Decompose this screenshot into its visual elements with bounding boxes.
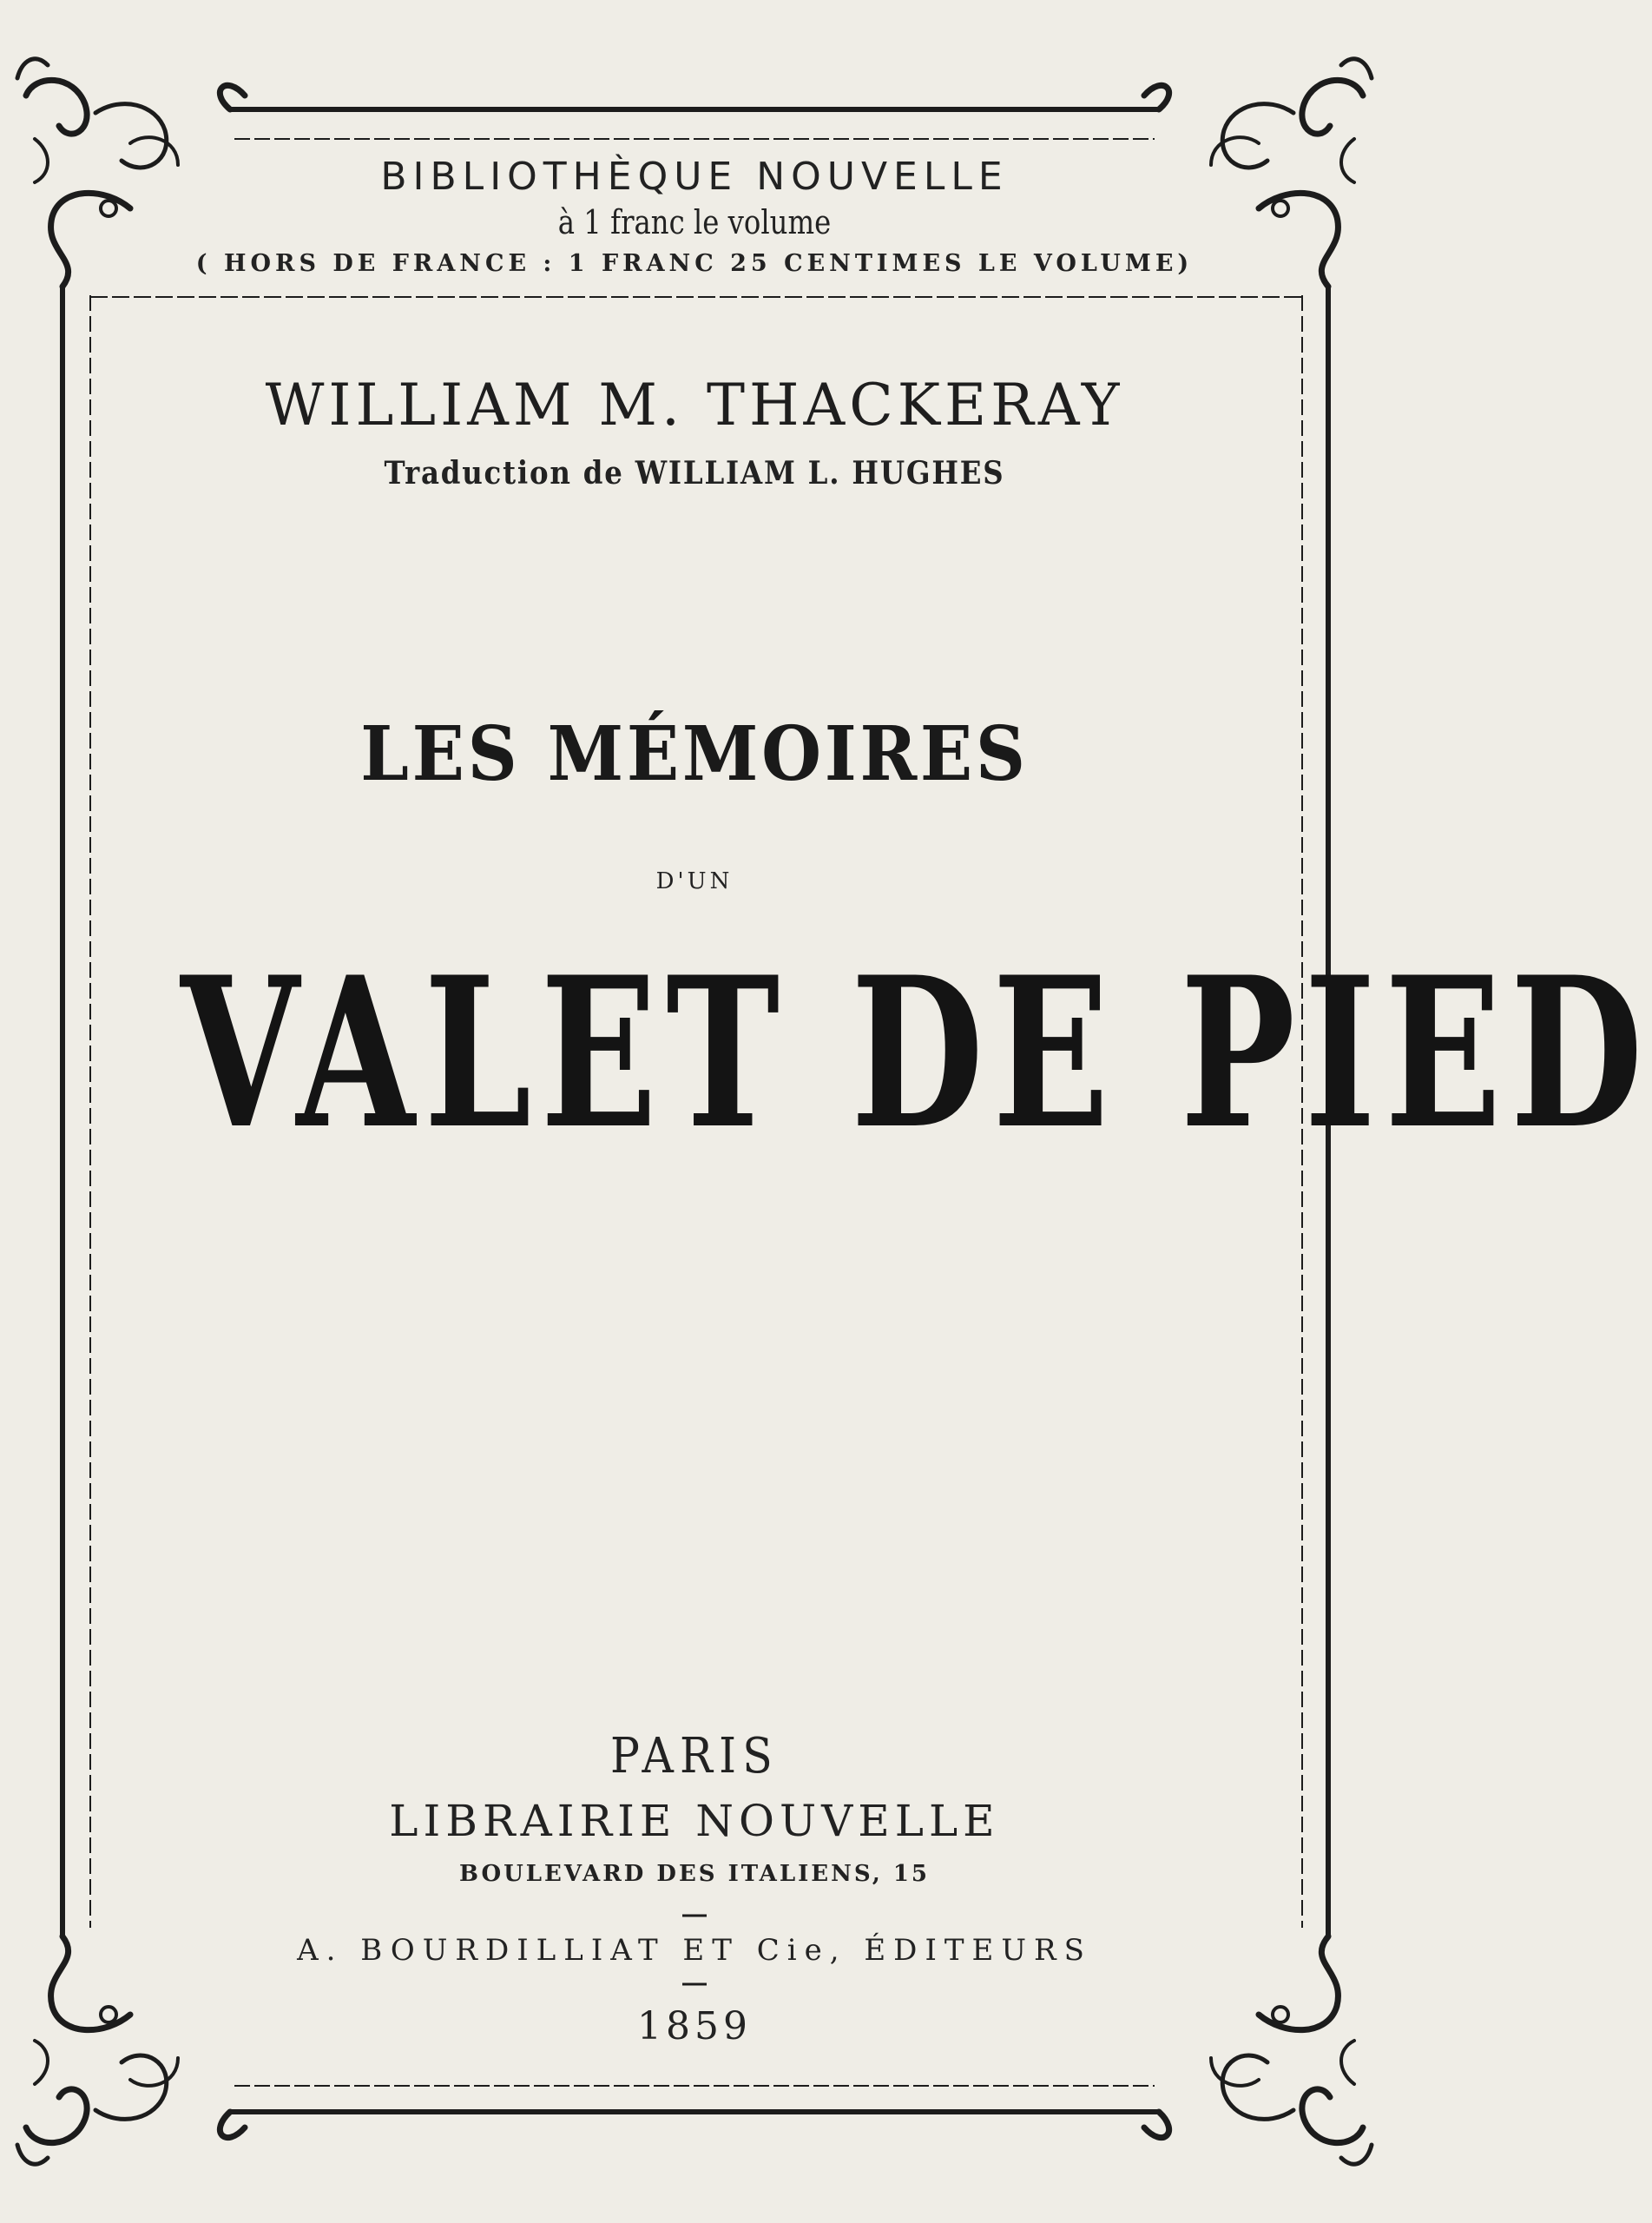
translator-credit: Traduction de WILLIAM L. HUGHES bbox=[384, 455, 1005, 491]
imprint-city: PARIS bbox=[609, 1728, 780, 1784]
imprint-editors: A. BOURDILLIAT ET Cie, ÉDITEURS bbox=[297, 1933, 1092, 1968]
series-price-note: ( HORS DE FRANCE : 1 FRANC 25 CENTIMES LE VOLUME) bbox=[195, 250, 1194, 277]
imprint-publisher: LIBRAIRIE NOUVELLE bbox=[389, 1796, 1000, 1846]
book-title-line-1: LES MÉMOIRES bbox=[360, 710, 1029, 798]
imprint-year: 1859 bbox=[637, 2004, 752, 2048]
book-title-line-2: D'UN bbox=[655, 868, 734, 894]
series-title: BIBLIOTHÈQUE NOUVELLE bbox=[380, 155, 1009, 199]
author-name: WILLIAM M. THACKERAY bbox=[265, 372, 1124, 439]
series-price: à 1 franc le volume bbox=[557, 203, 832, 241]
corner-ornament-bottom-left bbox=[17, 1936, 245, 2164]
imprint-address: BOULEVARD DES ITALIENS, 15 bbox=[458, 1861, 931, 1887]
book-title-main: VALET DE PIED bbox=[181, 933, 1652, 1175]
corner-ornament-bottom-right bbox=[1144, 1936, 1372, 2164]
